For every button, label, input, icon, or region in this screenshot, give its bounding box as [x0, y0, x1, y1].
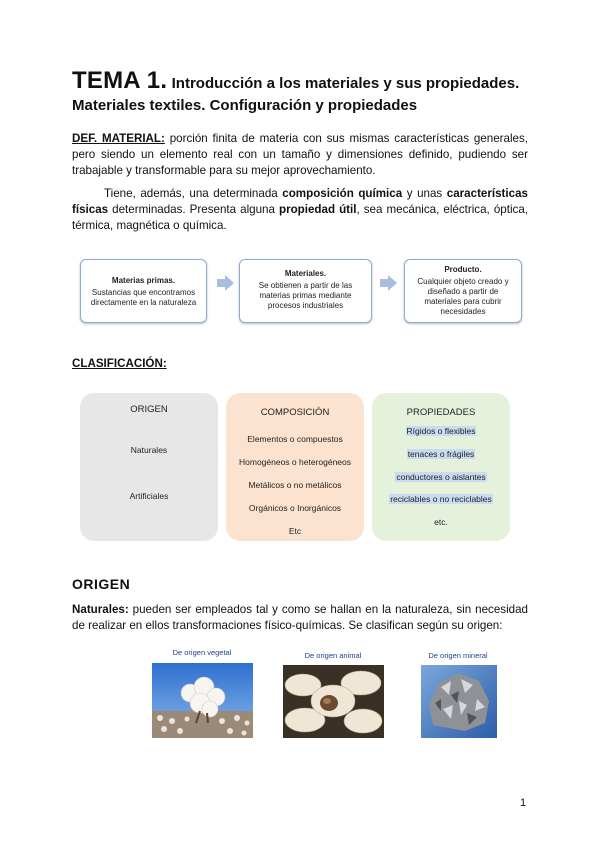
cotton-image	[152, 663, 253, 738]
card-item: Homogéneos o heterogéneos	[239, 457, 351, 467]
card-propiedades	[372, 393, 510, 541]
flow-box-text: Se obtienen a partir de las materias primas mediante procesos industriales	[258, 281, 353, 310]
bold-propiedad: propiedad útil	[279, 203, 357, 216]
process-flow	[80, 259, 522, 325]
silkworm-cocoon-image	[283, 665, 384, 738]
origen-heading: ORIGEN	[72, 576, 131, 592]
flow-box-heading: Materias primas.	[111, 276, 176, 285]
flow-box-text: Cualquier objeto creado y diseñado a partir de materiales para cubrir necesidades	[417, 277, 509, 316]
caption-vegetal: De origen vegetal	[172, 648, 232, 657]
card-item: Artificiales	[129, 491, 169, 501]
card-item: reciclables o no reciclables	[390, 494, 492, 504]
card-item: conductores o aislantes	[396, 472, 486, 482]
card-item: tenaces o frágiles	[407, 449, 475, 459]
card-item: Elementos o compuestos	[247, 434, 343, 444]
naturales-text: pueden ser empleados tal y como se hallan en la naturaleza, sin necesidad de realizar en ellos transformaciones físico-químicas. Se clasifican según su origen:	[72, 603, 528, 632]
card-item: etc.	[434, 517, 448, 527]
bold-caracteristicas: características físicas	[72, 187, 528, 216]
paragraph-text-2: y unas	[402, 187, 447, 200]
flow-box-heading: Materiales.	[284, 269, 327, 278]
card-item: Metálicos o no metálicos	[248, 480, 342, 490]
card-title: COMPOSICIÓN	[260, 407, 330, 418]
definition-paragraph	[72, 131, 528, 179]
card-item: Rígidos o flexibles	[406, 426, 476, 436]
caption-animal: De origen animal	[304, 651, 362, 660]
card-origen	[80, 393, 218, 541]
properties-paragraph	[72, 186, 528, 234]
card-composicion	[226, 393, 364, 541]
definition-text: porción finita de materia con sus mismas características generales, pero siendo un elemento real con un tamaño y dimensiones definido, pudiendo ser trabajable y transformable para su mejor aprovechamiento.	[72, 132, 528, 177]
flow-box-materias-primas	[80, 259, 207, 323]
title-tema: TEMA 1.	[72, 67, 168, 94]
flow-box-text: Sustancias que encontramos directamente en la naturaleza	[90, 288, 197, 307]
title-line1: Introducción a los materiales y sus propiedades.	[171, 75, 520, 92]
caption-mineral: De origen mineral	[428, 651, 488, 660]
page-number: 1	[520, 797, 527, 809]
flow-box-producto	[404, 259, 522, 323]
bold-composicion: composición química	[282, 187, 403, 200]
paragraph-text-1: Tiene, además, una determinada	[104, 187, 283, 200]
document-title	[72, 67, 532, 117]
card-title: ORIGEN	[130, 404, 168, 415]
mineral-image	[421, 665, 497, 738]
card-title: PROPIEDADES	[406, 407, 476, 418]
flow-box-heading: Producto.	[444, 265, 482, 274]
naturales-label: Naturales:	[72, 603, 129, 616]
definition-label: DEF. MATERIAL:	[72, 132, 165, 145]
card-item: Orgánicos o Inorgánicos	[248, 503, 342, 513]
paragraph-text-4: , sea mecánica, eléctrica, óptica, térmica, magnética o química.	[72, 203, 528, 232]
flow-box-materiales	[239, 259, 372, 323]
paragraph-text-3: determinadas. Presenta alguna	[108, 203, 279, 216]
clasificacion-heading: CLASIFICACIÓN:	[72, 357, 167, 370]
card-item: Etc	[288, 526, 302, 536]
naturales-paragraph	[72, 602, 528, 634]
card-item: Naturales	[130, 445, 168, 455]
title-line2: Materiales textiles. Configuración y propiedades	[72, 97, 418, 114]
